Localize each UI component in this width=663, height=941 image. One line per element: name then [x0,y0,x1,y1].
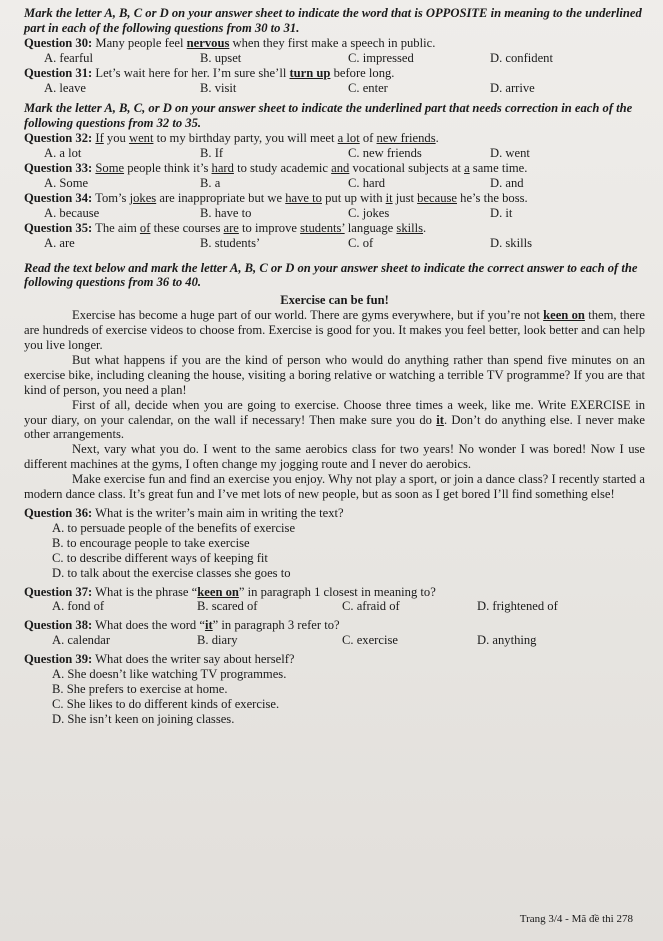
option-a[interactable]: A. Some [44,175,89,190]
option-c[interactable]: C. of [348,235,374,250]
option-d[interactable]: D. and [490,175,524,190]
question-33: Question 33: Some people think it’s hard to study academic and vocational subjects at a same time. [24,161,528,176]
option-a[interactable]: A. calendar [52,633,111,648]
spacer [24,251,645,261]
passage-paragraph-3: First of all, decide when you are going to exercise. Choose three times a week, like me. Write EXERCISE in your diary, on your calendar, on the wall if necessary! Then make sure you do it. Don’t do anything else. I never make other arrangements. [24,397,645,442]
option-b[interactable]: B. upset [200,50,242,65]
option-d[interactable]: D. She isn’t keen on joining classes. [52,711,235,726]
question-33-options [24,176,645,191]
option-a[interactable]: A. She doesn’t like watching TV programmes. [52,667,287,682]
passage-paragraph-1: Exercise has become a huge part of our world. There are gyms everywhere, but if you’re not keen on them, there are hundreds of exercise videos to choose from. Exercise is good for you. It makes you feel better, look better and can help you live longer. [24,308,645,353]
passage-title: Exercise can be fun! [280,293,389,308]
option-b[interactable]: B. a [200,175,221,190]
option-d[interactable]: D. arrive [490,80,535,95]
question-38-options [24,633,645,648]
instruction-reading: Read the text below and mark the letter A, B, C or D on your answer sheet to indicate the correct answer to each of the following questions from 36 to 40. [24,260,638,290]
question-30-options [24,51,645,66]
option-b[interactable]: B. visit [200,80,237,95]
option-a[interactable]: A. a lot [44,146,82,161]
option-d[interactable]: D. frightened of [477,599,558,614]
option-b[interactable]: B. scared of [197,599,258,614]
question-37-options [24,599,645,614]
option-c[interactable]: C. new friends [348,146,422,161]
option-c[interactable]: C. exercise [342,633,398,648]
option-d[interactable]: D. skills [490,235,532,250]
question-35-options [24,236,645,251]
option-b[interactable]: B. She prefers to exercise at home. [52,681,228,696]
option-b[interactable]: B. students’ [200,235,261,250]
option-b[interactable]: B. If [200,146,224,161]
question-31-options [24,81,645,96]
option-d[interactable]: D. confident [490,50,553,65]
option-c[interactable]: C. enter [348,80,388,95]
option-a[interactable]: A. fearful [44,50,93,65]
question-34-options [24,206,645,221]
option-c[interactable]: C. jokes [348,205,390,220]
question-35: Question 35: The aim of these courses are to improve students’ language skills. [24,220,427,235]
page-footer: Trang 3/4 - Mã đề thi 278 [519,913,633,926]
question-36-options [24,521,645,581]
option-a[interactable]: A. fond of [52,599,105,614]
question-32-options [24,146,645,161]
question-31: Question 31: Let’s wait here for her. I’m sure she’ll turn up before long. [24,65,395,80]
option-a[interactable]: A. because [44,205,100,220]
option-c[interactable]: C. She likes to do different kinds of exercise. [52,696,280,711]
option-b[interactable]: B. to encourage people to take exercise [52,535,250,550]
instruction-opposite: Mark the letter A, B, C or D on your answer sheet to indicate the word that is OPPOSITE in meaning to the underlined part in each of the following questions from 30 to 31. [24,6,642,35]
passage-paragraph-2: But what happens if you are the kind of person who would do anything rather than spend five minutes on an exercise bike, including cleaning the house, visiting a boring relative or watching a terrible TV programme? If you are that kind of person, you need a plan! [24,352,645,397]
option-a[interactable]: A. leave [44,80,86,95]
option-d[interactable]: D. anything [477,633,537,648]
question-39: Question 39: What does the writer say about herself? [24,652,295,667]
option-d[interactable]: D. to talk about the exercise classes she goes to [52,565,291,580]
option-b[interactable]: B. diary [197,633,238,648]
option-a[interactable]: A. to persuade people of the benefits of exercise [52,520,296,535]
passage-paragraph-5: Make exercise fun and find an exercise you enjoy. Why not play a sport, or join a dance class? I recently started a modern dance class. It’s great fun and I’ve met lots of new people, but as soon as I get bored I’ll find something else! [24,472,645,502]
option-c[interactable]: C. impressed [348,50,414,65]
question-36: Question 36: What is the writer’s main aim in writing the text? [24,506,344,520]
option-c[interactable]: C. hard [348,175,386,190]
option-d[interactable]: D. it [490,205,513,220]
option-a[interactable]: A. are [44,235,75,250]
instruction-correction: Mark the letter A, B, C, or D on your answer sheet to indicate the underlined part that needs correction in each of the following questions from 32 to 35. [24,101,633,131]
question-32: Question 32: If you went to my birthday party, you will meet a lot of new friends. [24,131,439,146]
question-38: Question 38: What does the word “it” in paragraph 3 refer to? [24,618,340,633]
question-39-options [24,667,645,727]
option-b[interactable]: B. have to [200,205,252,220]
option-c[interactable]: C. to describe different ways of keeping fit [52,550,268,565]
option-c[interactable]: C. afraid of [342,599,400,614]
question-37: Question 37: What is the phrase “keen on” in paragraph 1 closest in meaning to? [24,584,436,599]
passage-paragraph-4: Next, vary what you do. I went to the same aerobics class for two years! No wonder I was bored! Now I use different machines at the gyms, I often change my jogging route and I never do aerobics. [24,442,645,472]
question-30: Question 30: Many people feel nervous when they first make a speech in public. [24,35,436,50]
question-34: Question 34: Tom’s jokes are inappropriate but we have to put up with it just because he’s the boss. [24,190,528,205]
option-d[interactable]: D. went [490,146,530,161]
